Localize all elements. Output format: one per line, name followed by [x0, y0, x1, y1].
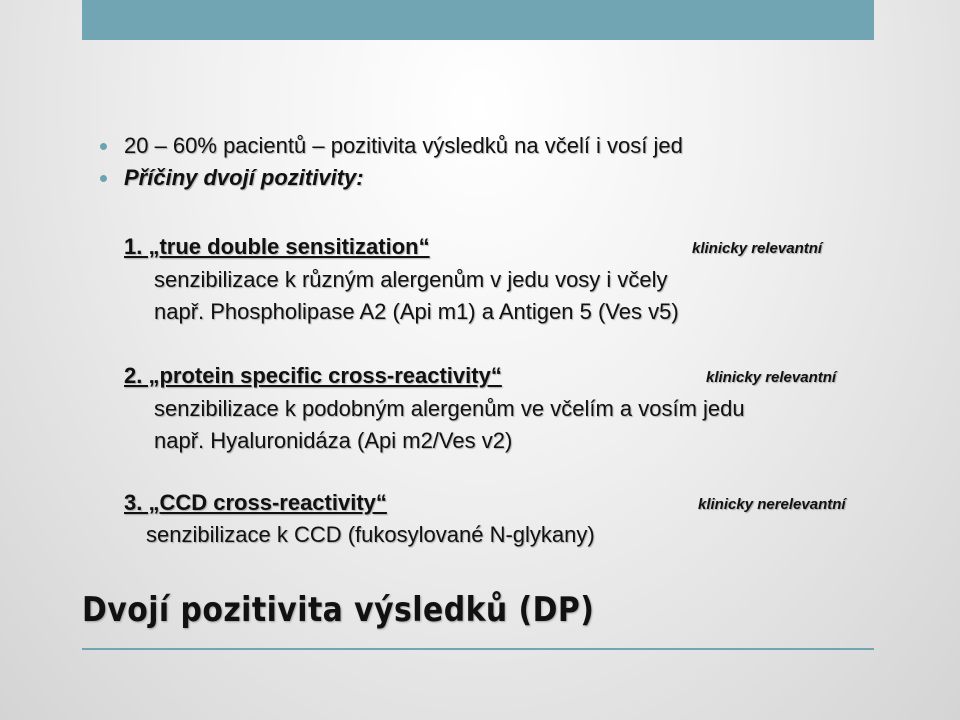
cause-detail: např. Phospholipase A2 (Api m1) a Antigen 5 (Ves v5): [154, 299, 679, 324]
bullet-text: Příčiny dvojí pozitivity:: [124, 165, 364, 190]
cause-heading: 2. „protein specific cross-reactivity“: [124, 363, 502, 388]
cause-detail: senzibilizace k CCD (fukosylované N-glykany): [146, 522, 595, 547]
bullet-text: 20 – 60% pacientů – pozitivita výsledků na včelí i vosí jed: [124, 133, 683, 158]
relevance-note: klinicky relevantní: [692, 240, 823, 257]
relevance-note: klinicky nerelevantní: [698, 496, 846, 513]
relevance-note: klinicky relevantní: [706, 369, 837, 386]
cause-heading: 3. „CCD cross-reactivity“: [124, 490, 387, 515]
cause-detail: senzibilizace k různým alergenům v jedu vosy i včely: [154, 267, 668, 292]
bullet-list: [100, 130, 900, 194]
slide-title: Dvojí pozitivita výsledků (DP): [82, 590, 595, 630]
cause-detail: např. Hyaluronidáza (Api m2/Ves v2): [154, 428, 513, 453]
cause-heading: 1. „true double sensitization“: [124, 234, 430, 259]
top-accent-bar: [82, 0, 874, 40]
title-underline: [82, 648, 874, 650]
bullet-item: [100, 162, 900, 194]
cause-detail: senzibilizace k podobným alergenům ve včelím a vosím jedu: [154, 396, 745, 421]
bullet-item: [100, 130, 900, 162]
bullet-icon: [100, 175, 107, 182]
bullet-icon: [100, 143, 107, 150]
